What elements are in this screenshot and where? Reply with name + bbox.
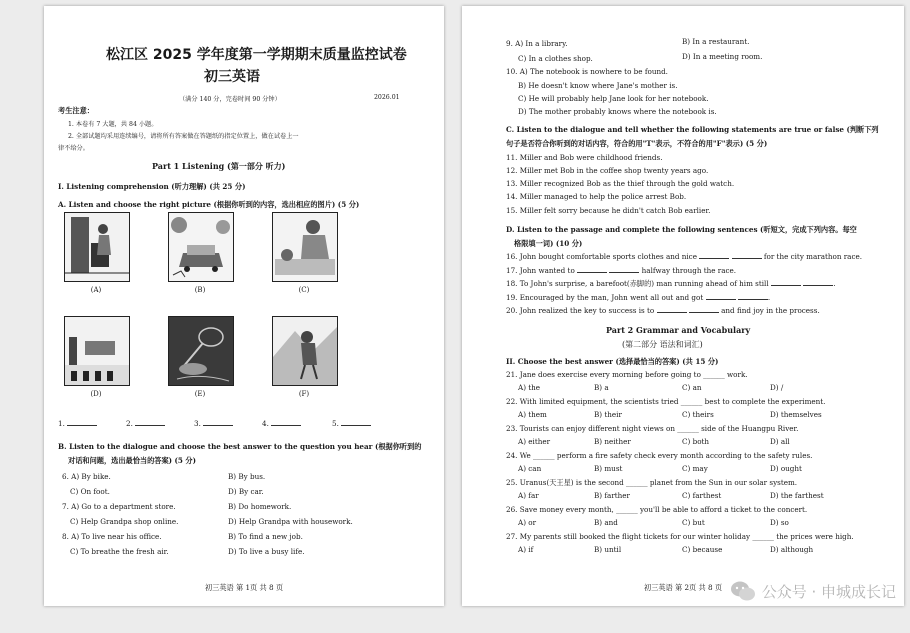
- statement-15: 15. Miller felt sorry because he didn't catch Bob earlier.: [506, 206, 711, 215]
- blank-line: [803, 279, 836, 288]
- sentence-17-post: halfway through the race.: [641, 266, 737, 275]
- mc-option: C) an: [682, 383, 702, 392]
- sentence-16: [506, 252, 862, 261]
- picture-d-label: (D): [90, 390, 102, 398]
- picture-f-label: (F): [298, 390, 310, 398]
- sectionB-title-a: B. Listen to the dialogue and choose the best answer to the question you hear (根据你听到的: [58, 442, 422, 451]
- blank-line: [689, 306, 719, 313]
- mc-option: C) theirs: [682, 410, 714, 419]
- picture-f: [272, 316, 338, 386]
- sentence-18-pre: 18. To John's surprise, a barefoot(赤脚的) man running ahead of him still: [506, 279, 769, 288]
- sentence-19-post: .: [767, 293, 771, 302]
- q10-option-b: B) He doesn't know where Jane's mother is.: [518, 81, 678, 90]
- blank-number: 5.: [332, 419, 339, 428]
- sentence-18: [506, 279, 836, 289]
- q10-option-d: D) The mother probably knows where the notebook is.: [518, 107, 717, 116]
- mc-option: A) them: [518, 410, 547, 419]
- blank-line: [771, 279, 801, 286]
- mc-option: B) until: [594, 545, 622, 554]
- sectionD-title-a: D. Listen to the passage and complete the following sentences (听短文，完成下列内容。每空: [506, 225, 857, 234]
- q7-option-d: D) Help Grandpa with housework.: [228, 517, 353, 526]
- mc-option: A) or: [518, 518, 537, 527]
- sectionA-title: A. Listen and choose the right picture (根据你听到的内容，选出相应的图片) (5 分): [58, 200, 360, 209]
- mc-option: D) so: [770, 518, 789, 527]
- blank-line: [706, 293, 736, 300]
- q7-option-b: B) Do homework.: [228, 502, 292, 511]
- picture-b-illustration: [169, 213, 233, 281]
- blank-line: [135, 419, 165, 426]
- q7-option-c: C) Help Grandpa shop online.: [70, 517, 179, 526]
- sentence-19-pre: 19. Encouraged by the man, John went all out and got: [506, 293, 704, 302]
- exam-page-1: [44, 6, 444, 606]
- q6-option-c: C) On foot.: [70, 487, 110, 496]
- picture-a-label: (A): [90, 286, 102, 294]
- picture-b: [168, 212, 234, 282]
- mc-question-stem: 23. Tourists can enjoy different night views on ______ side of the Huangpu River.: [506, 424, 799, 433]
- mc-option: B) their: [594, 410, 622, 419]
- score-line: （满分 140 分，完卷时间 90 分钟）: [179, 96, 281, 103]
- page-2-footer: 初三英语 第 2页 共 8 页: [643, 583, 723, 592]
- mc-option: A) either: [518, 437, 551, 446]
- sentence-19: [506, 293, 770, 302]
- picture-e-illustration: [169, 317, 233, 385]
- picture-d: [64, 316, 130, 386]
- mc-option: D) ought: [770, 464, 802, 473]
- q6-option-b: B) By bus.: [228, 472, 266, 481]
- sentence-17: [506, 266, 736, 275]
- sectionB-title-b: 对话和问题，选出最恰当的答案) (5 分): [68, 456, 197, 465]
- blank-number: 3.: [194, 419, 201, 428]
- blank-number: 4.: [262, 419, 269, 428]
- q8-option-a: 8. A) To live near his office.: [62, 532, 162, 541]
- mc-question-stem: 22. With limited equipment, the scientists tried ______ best to complete the experiment.: [506, 397, 826, 406]
- blank-line: [609, 266, 639, 273]
- q9-option-d: D) In a meeting room.: [682, 52, 763, 61]
- sectionC-title-a: C. Listen to the dialogue and tell whether the following statements are true or false (判断下列: [506, 125, 879, 134]
- statement-14: 14. Miller managed to help the police arrest Bob.: [506, 192, 687, 201]
- blank-number: 2.: [126, 419, 133, 428]
- q8-option-d: D) To live a busy life.: [228, 547, 305, 556]
- watermark-text: 公众号 · 申城成长记: [761, 582, 896, 601]
- sectionC-title-b: 句子是否符合你听到的对话内容，符合的用"T"表示，不符合的用"F"表示) (5 分): [506, 139, 768, 148]
- blank-line: [738, 293, 771, 302]
- exam-page-2: [462, 6, 904, 606]
- exam-date: 2026.01: [374, 94, 400, 101]
- blank-line: [732, 252, 762, 259]
- sentence-16-pre: 16. John bought comfortable sports clothes and nice: [506, 252, 697, 261]
- answer-blank-2: [126, 419, 165, 428]
- exam-title: 松江区 2025 学年度第一学期期末质量监控试卷: [106, 47, 407, 63]
- picture-a: [64, 212, 130, 282]
- statement-13: 13. Miller recognized Bob as the thief through the gold watch.: [506, 179, 735, 188]
- mc-option: B) a: [594, 383, 609, 392]
- picture-c-label: (C): [298, 286, 310, 294]
- blank-number: 1.: [58, 419, 65, 428]
- mc-option: A) can: [518, 464, 542, 473]
- q6-option-d: D) By car.: [228, 487, 264, 496]
- notice-title: 考生注意：: [58, 106, 94, 115]
- blank-line: [203, 419, 233, 426]
- picture-e-label: (E): [194, 390, 206, 398]
- sentence-20-pre: 20. John realized the key to success is to: [506, 306, 655, 315]
- mc-question-stem: 24. We ______ perform a fire safety check every month according to the safety rules.: [506, 451, 813, 460]
- mc-option: B) and: [594, 518, 618, 527]
- sentence-20-post: and find joy in the process.: [721, 306, 820, 315]
- mc-option: D) all: [770, 437, 790, 446]
- sentence-20: [506, 306, 820, 315]
- mc-option: D) although: [770, 545, 814, 554]
- answer-blank-3: [194, 419, 233, 428]
- mc-question-stem: 25. Uranus(天王星) is the second ______ planet from the Sun in our solar system.: [506, 478, 798, 487]
- picture-c-illustration: [273, 213, 337, 281]
- part2-title: Part 2 Grammar and Vocabulary: [606, 325, 751, 335]
- statement-11: 11. Miller and Bob were childhood friends.: [506, 153, 663, 162]
- answer-blank-5: [332, 419, 371, 428]
- mc-option: C) farthest: [682, 491, 722, 500]
- notice-1: 1. 本卷有 7 大题，共 84 小题。: [68, 121, 158, 128]
- blank-line: [657, 306, 687, 313]
- part1-title: Part 1 Listening (第一部分 听力): [152, 161, 286, 171]
- notice-2a: 2. 全部试题均采用连续编号，请将所有答案做在答题纸的指定位置上，做在试卷上一: [68, 133, 299, 140]
- exam-subtitle: 初三英语: [204, 69, 260, 85]
- blank-line: [67, 419, 97, 426]
- picture-e: [168, 316, 234, 386]
- mc-option: C) because: [682, 545, 723, 554]
- blank-line: [341, 419, 371, 426]
- picture-c: [272, 212, 338, 282]
- q8-option-c: C) To breathe the fresh air.: [70, 547, 169, 556]
- page-1-footer: 初三英语 第 1页 共 8 页: [204, 583, 284, 592]
- sectionD-title-b: 格限填一词) (10 分): [514, 239, 583, 248]
- mc-option: A) the: [518, 383, 541, 392]
- blank-line: [577, 266, 607, 273]
- blank-line: [699, 252, 729, 259]
- q10-option-a: 10. A) The notebook is nowhere to be found.: [506, 67, 668, 76]
- q9-option-b: B) In a restaurant.: [682, 37, 750, 46]
- sentence-18-post: .: [833, 279, 836, 288]
- mc-option: C) may: [682, 464, 708, 473]
- q9-option-a: 9. A) In a library.: [506, 39, 568, 48]
- mc-question-stem: 26. Save money every month, ______ you'll be able to afford a ticket to the concert.: [506, 505, 808, 514]
- sentence-17-pre: 17. John wanted to: [506, 266, 575, 275]
- mc-option: B) neither: [594, 437, 631, 446]
- mc-option: C) both: [682, 437, 710, 446]
- mc-option: B) must: [594, 464, 623, 473]
- watermark: [730, 578, 896, 604]
- picture-a-illustration: [65, 213, 129, 281]
- mc-option: B) farther: [594, 491, 630, 500]
- mc-option: C) but: [682, 518, 705, 527]
- q9-option-c: C) In a clothes shop.: [518, 54, 593, 63]
- mc-option: A) if: [518, 545, 534, 554]
- sentence-16-post: for the city marathon race.: [763, 252, 863, 261]
- q10-option-c: C) He will probably help Jane look for her notebook.: [518, 94, 709, 103]
- section1-title: I. Listening comprehension (听力理解) (共 25 分): [58, 182, 246, 191]
- statement-12: 12. Miller met Bob in the coffee shop twenty years ago.: [506, 166, 709, 175]
- part2-subtitle: (第二部分 语法和词汇): [622, 340, 703, 349]
- picture-f-illustration: [273, 317, 337, 385]
- answer-blank-4: [262, 419, 301, 428]
- wechat-icon: [730, 578, 756, 604]
- q7-option-a: 7. A) Go to a department store.: [62, 502, 176, 511]
- mc-question-stem: 27. My parents still booked the flight tickets for our winter holiday ______ the prices were high.: [506, 532, 854, 541]
- picture-d-illustration: [65, 317, 129, 385]
- q8-option-b: B) To find a new job.: [228, 532, 303, 541]
- picture-b-label: (B): [194, 286, 206, 294]
- mc-option: D) the farthest: [770, 491, 824, 500]
- answer-blank-1: [58, 419, 97, 428]
- mc-option: D) themselves: [770, 410, 822, 419]
- sectionII-title: II. Choose the best answer (选择最恰当的答案) (共 15 分): [506, 357, 719, 366]
- q6-option-a: 6. A) By bike.: [62, 472, 111, 481]
- mc-option: A) far: [518, 491, 539, 500]
- mc-question-stem: 21. Jane does exercise every morning before going to ______ work.: [506, 370, 748, 379]
- mc-option: D) /: [770, 383, 784, 392]
- blank-line: [271, 419, 301, 426]
- notice-2b: 律不给分。: [58, 145, 89, 152]
